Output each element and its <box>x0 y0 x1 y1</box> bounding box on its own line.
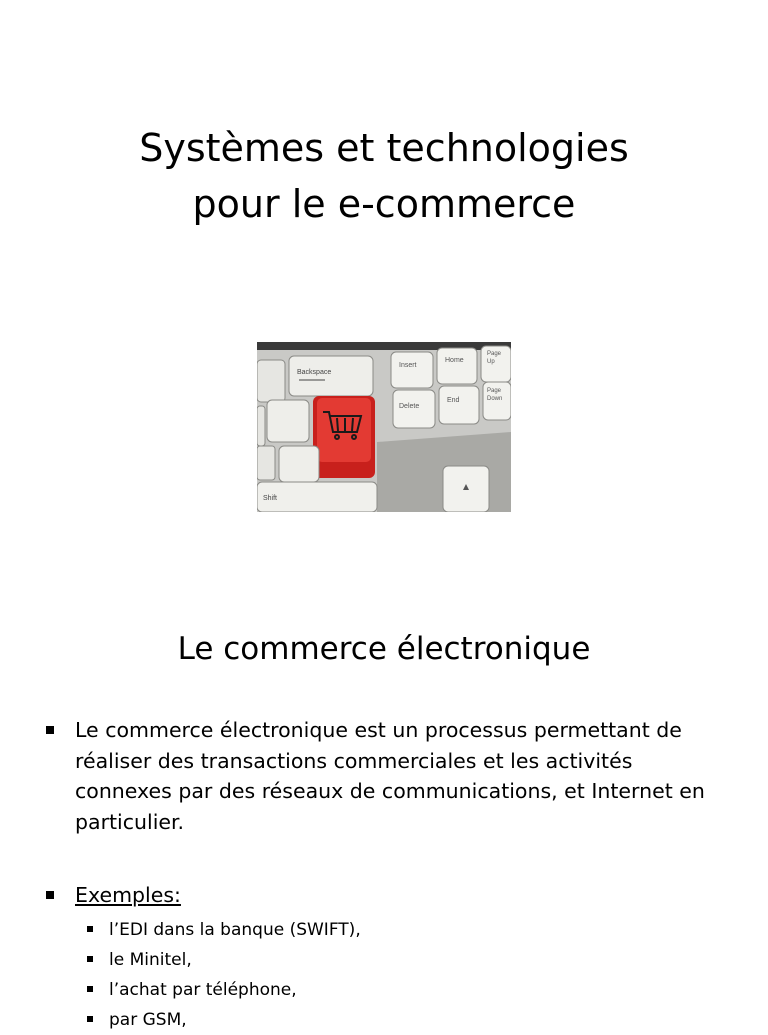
slide-title <box>0 120 768 232</box>
definition-text: Le commerce électronique est un processus permettant de réaliser des transactions commerciales et les activités connexes par des réseaux de communications, et Internet en particulier. <box>75 718 705 834</box>
bullet-list <box>46 715 726 1035</box>
sub-bullet-square-icon <box>87 1016 93 1022</box>
slide-title-line1: Systèmes et technologies <box>139 126 629 170</box>
example-item: le Minitel, <box>75 945 726 975</box>
key-label-pageup-1: Page <box>487 351 502 357</box>
bullet-square-icon <box>46 891 54 899</box>
examples-label: Exemples: <box>75 883 181 907</box>
key-label-shift: Shift <box>263 495 278 502</box>
sub-bullet-square-icon <box>87 956 93 962</box>
example-item: l’achat par téléphone, <box>75 975 726 1005</box>
key-label-backspace: Backspace <box>297 369 332 376</box>
bullet-examples <box>46 880 726 1035</box>
example-item: l’EDI dans la banque (SWIFT), <box>75 915 726 945</box>
key-label-pagedown-1: Page <box>487 388 502 394</box>
key-label-insert: Insert <box>399 362 417 369</box>
key-label-pagedown-2: Down <box>487 396 503 402</box>
bullet-definition <box>46 715 726 837</box>
key-label-delete: Delete <box>399 403 420 410</box>
keyboard-cart-image <box>257 342 511 512</box>
key-label-home: Home <box>445 357 464 364</box>
bullet-square-icon <box>46 726 54 734</box>
section-title: Le commerce électronique <box>177 631 591 667</box>
sub-bullet-square-icon <box>87 926 93 932</box>
examples-list <box>75 915 726 1035</box>
key-label-pageup-2: Up <box>487 359 495 365</box>
key-label-end: End <box>447 397 460 404</box>
example-item: par GSM, <box>75 1005 726 1035</box>
slide-title-line2: pour le e-commerce <box>192 182 576 226</box>
sub-bullet-square-icon <box>87 986 93 992</box>
